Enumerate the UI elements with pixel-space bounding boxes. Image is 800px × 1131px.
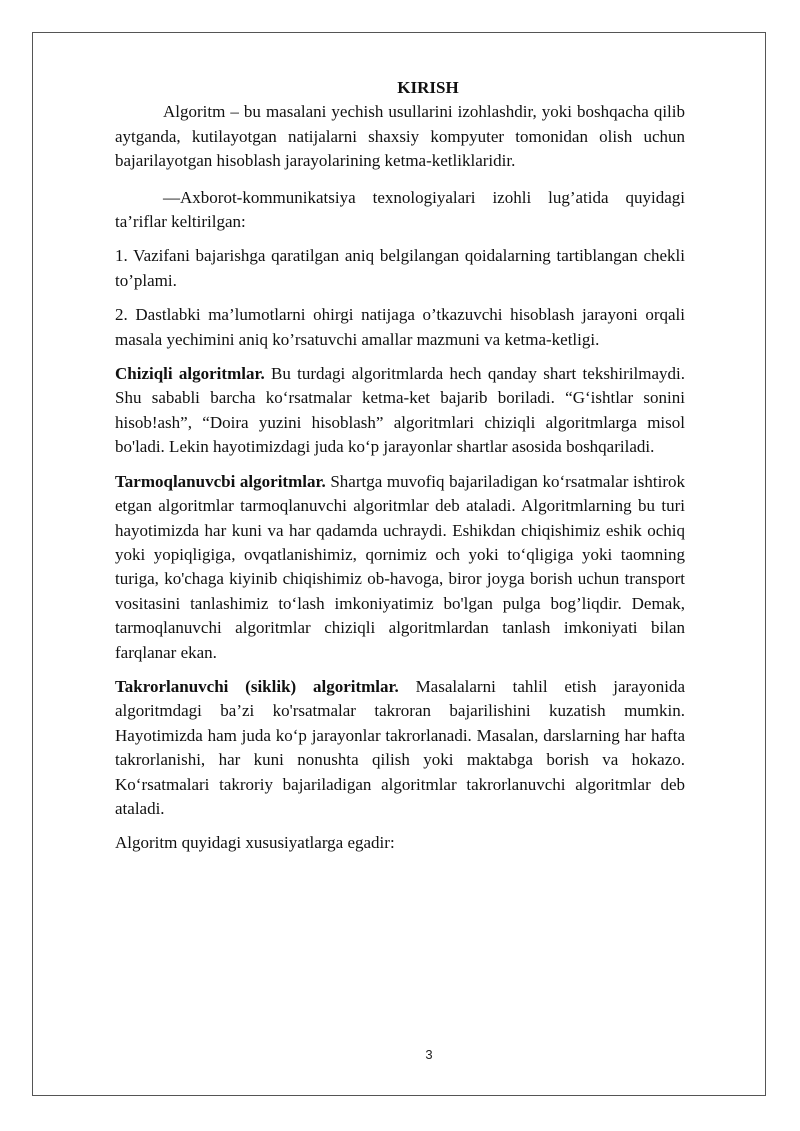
section-title: KIRISH: [397, 78, 459, 97]
cyclic-algorithms-heading: Takrorlanuvchi (siklik) algoritmlar.: [115, 676, 399, 696]
cyclic-algorithms-text: Masalalarni tahlil etish jarayonida algoritmdagi ba’zi ko'rsatmalar takroran bajarilishini kuzatish mumkin. Hayotimizda ham juda koʻp jarayonlar takrorlanadi. Masalan, darslarning har hafta takrorlanishi, har kuni nonushta qilish yoki maktabga borish va hokazo. Koʻrsatmalari takroriy bajariladigan algoritmlar takrorlanuvchi algoritmlar deb ataladi.: [115, 676, 685, 818]
paragraph-dictionary-intro: ―Axborot-kommunikatsiya texnologiyalari izohli lug’atida quyidagi ta’riflar keltirilgan:: [115, 187, 685, 232]
paragraph-definition-1: 1. Vazifani bajarishga qaratilgan aniq belgilangan qoidalarning tartiblangan chekli to’plami.: [115, 246, 685, 290]
page-number: 3: [425, 1047, 433, 1062]
document-body: [115, 76, 685, 866]
branching-algorithms-text: Shartga muvofiq bajariladigan koʻrsatmalar ishtirok etgan algoritmlar tarmoqlanuvchi algoritmlar deb ataladi. Algoritmlarning bu turi hayotimizda har kuni va har qadamda uchraydi. Eshikdan chiqishimiz eshik ochiq yoki yopiqligiga, ovqatlanishimiz, qornimiz och yoki toʻqligiga yoki taomning turiga, ko'chaga kiyinib chiqishimiz ob-havoga, biror joyga borish uchun transport vositasini tanlashimiz toʻlash imkoniyatimiz bo'lgan pulga bog’liqdir. Demak, tarmoqlanuvchi algoritmlar chiziqli algoritmlardan tanlash imkoniyati bilan farqlanar ekan.: [115, 471, 685, 662]
paragraph-definition: Algoritm – bu masalani yechish usullarini izohlashdir, yoki boshqacha qilib aytganda, kutilayotgan natijalarni shaxsiy kompyuter tomonidan olish uchun bajarilayotgan hisoblash jarayolarining ketma-ketliklaridir.: [115, 102, 685, 171]
paragraph-definition-2: 2. Dastlabki ma’lumotlarni ohirgi natijaga o’tkazuvchi hisoblash jarayoni orqali masala yechimini aniq ko’rsatuvchi amallar mazmuni va ketma-ketligi.: [115, 305, 685, 349]
paragraph-linear-algorithms: [115, 362, 685, 460]
paragraph-properties-intro: Algoritm quyidagi xususiyatlarga egadir:: [115, 833, 395, 853]
linear-algorithms-text: Bu turdagi algoritmlarda hech qanday shart tekshirilmaydi. Shu sababli barcha koʻrsatmalar ketma-ket bajarib boriladi. “Gʻishtlar sonini hisob!ash”, “Doira yuzini hisoblash” algoritmlari chiziqli algoritmlarga misol bo'ladi. Lekin hayotimizdagi juda koʻp jarayonlar shartlar asosida boshqariladi.: [115, 364, 686, 457]
paragraph-cyclic-algorithms: [115, 675, 685, 821]
branching-algorithms-heading: Tarmoqlanuvcbi algoritmlar.: [115, 471, 326, 491]
linear-algorithms-heading: Chiziqli algoritmlar.: [115, 364, 265, 384]
paragraph-branching-algorithms: [115, 470, 685, 665]
